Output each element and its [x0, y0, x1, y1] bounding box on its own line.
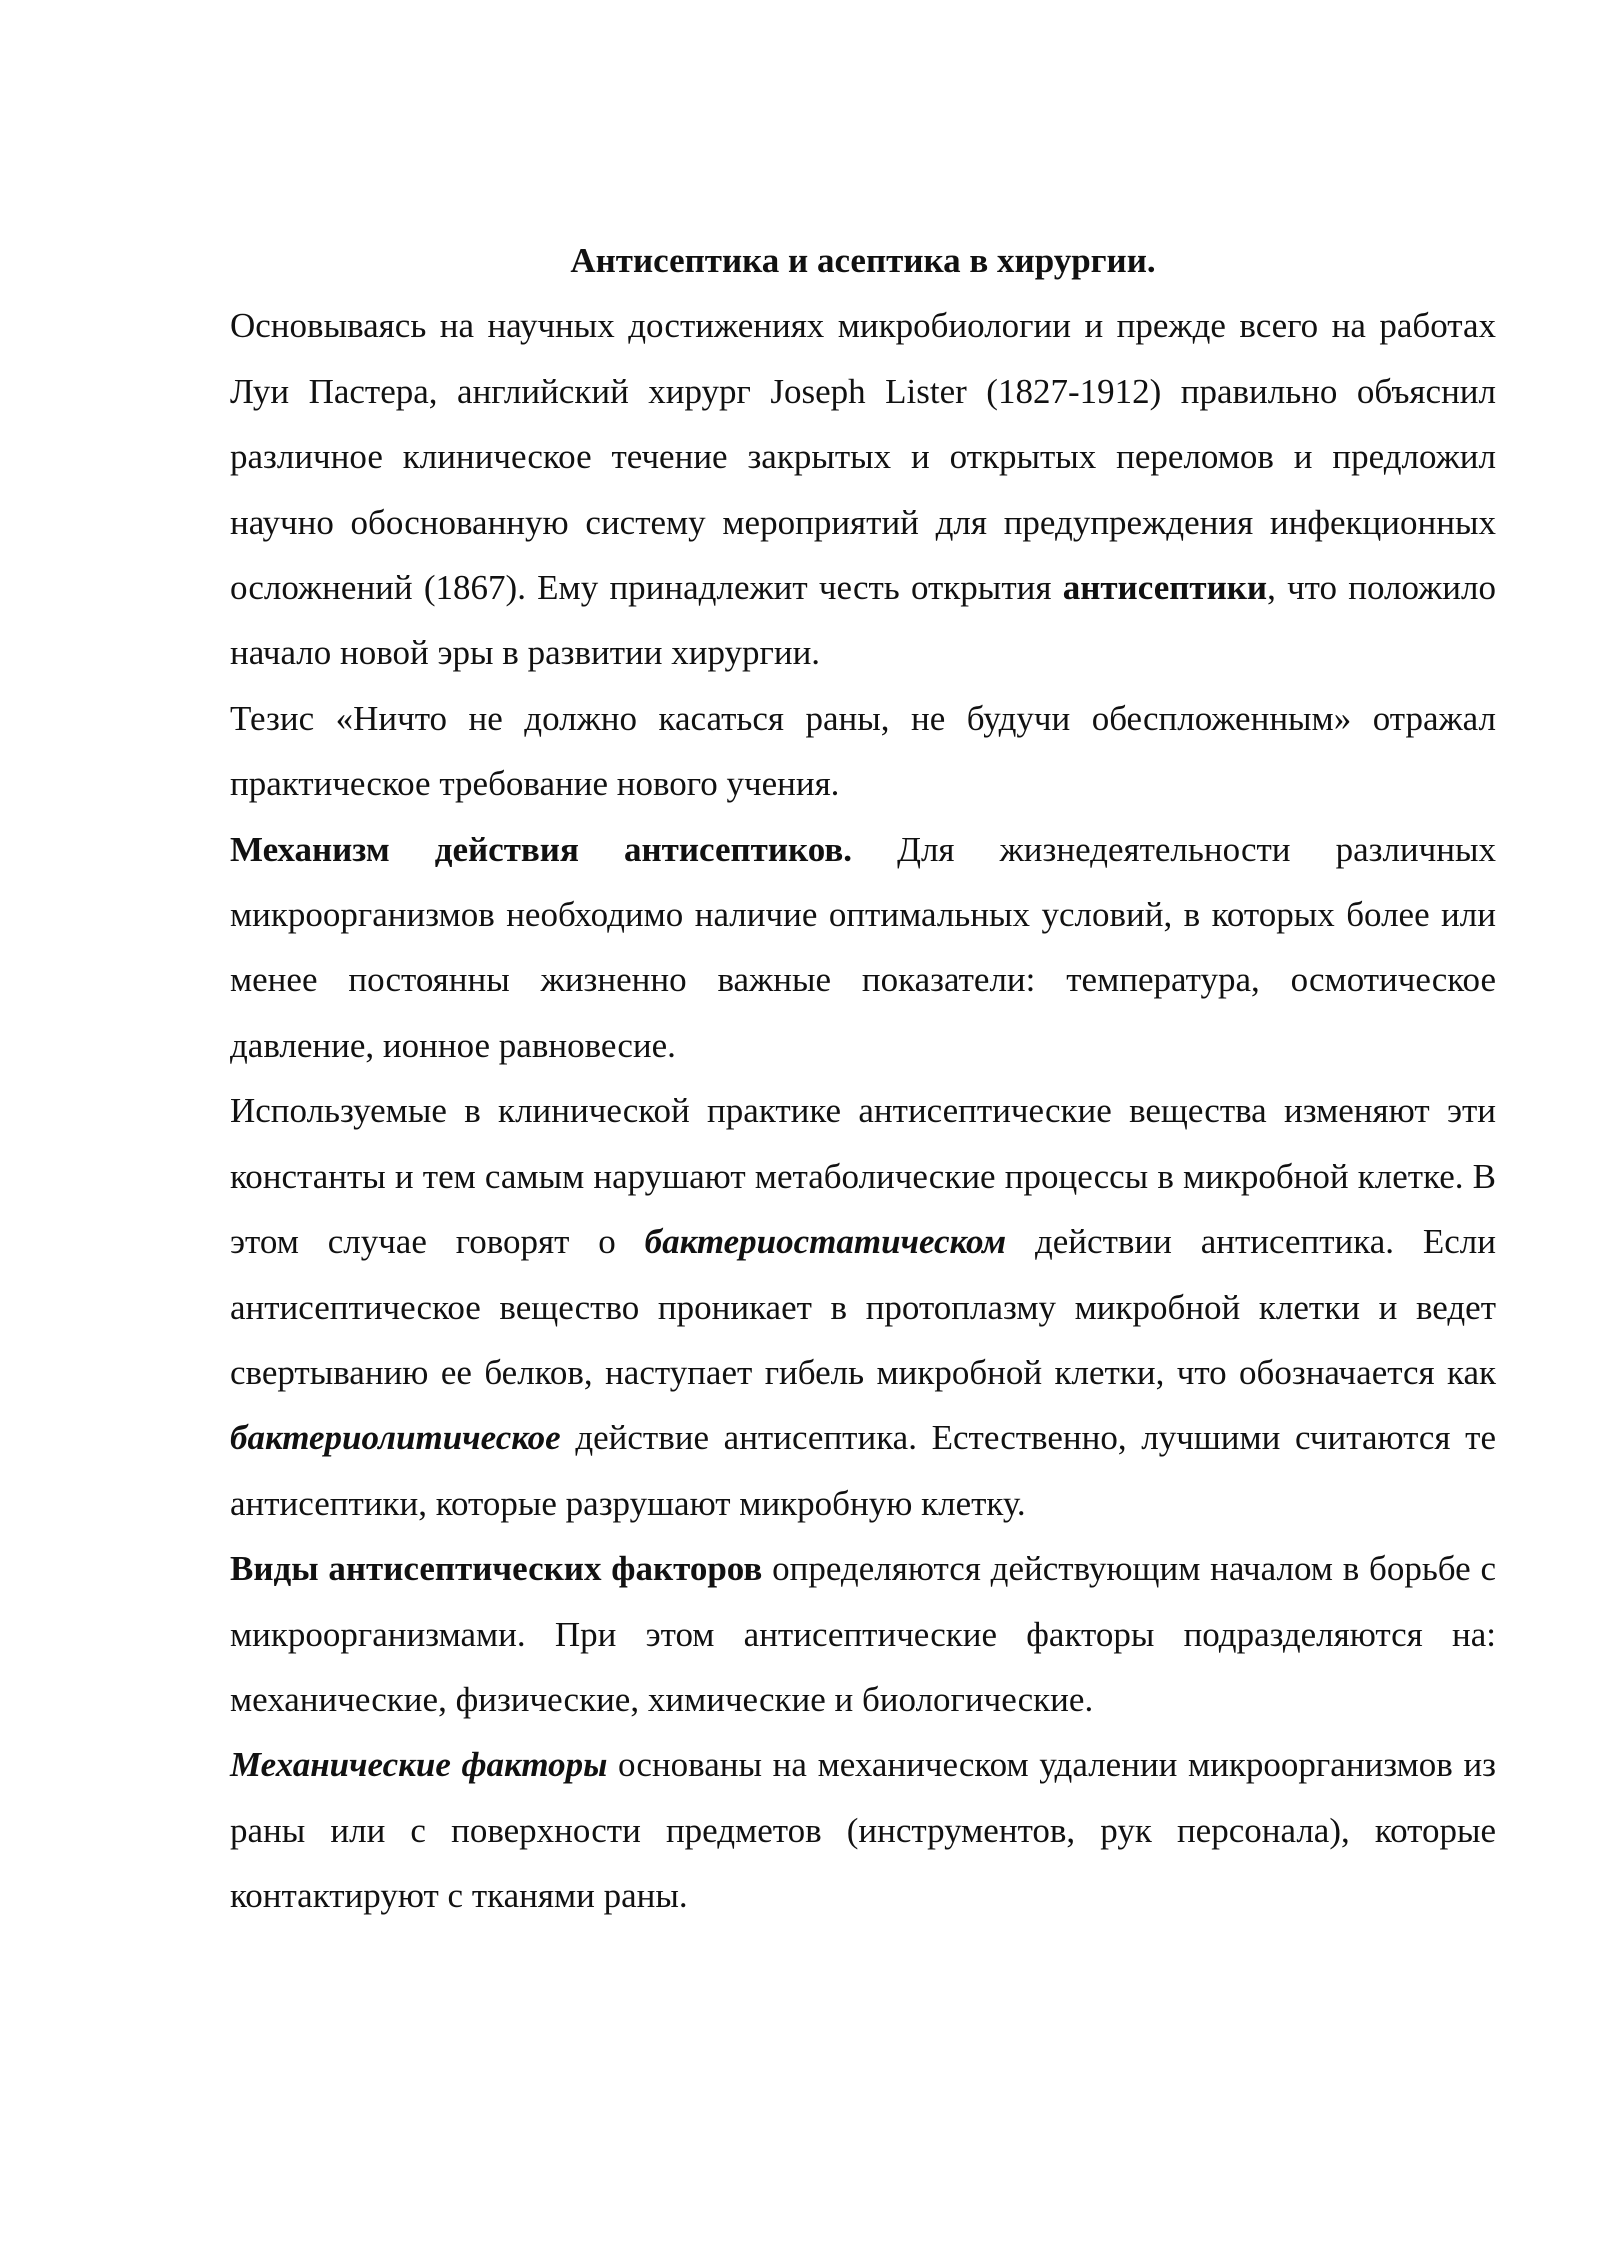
- paragraph-text: действии антисептика. Если антисептическое вещество проникает в протоплазму микробной клетки и ведет свертыванию ее белков, наступает гибель микробной клетки, что обозначается как: [230, 1222, 1496, 1392]
- paragraph-mechanical-factors: [230, 1732, 1496, 1928]
- paragraph-text: основаны на механическом удалении микроорганизмов из раны или с поверхности предметов (инструментов, рук персонала), которые контактируют с тканями раны.: [230, 1745, 1497, 1916]
- paragraph-text: определяются действующим началом в борьбе с микроорганизмами. При этом антисептические факторы подразделяются на: механические, физические, химические и биологические.: [230, 1549, 1496, 1719]
- paragraph-mechanism: [230, 817, 1496, 1079]
- paragraph-text: действие антисептика. Естественно, лучшими считаются те антисептики, которые разрушают микробную клетку.: [230, 1418, 1496, 1523]
- term-bacteriolytic: бактериолитическое: [230, 1418, 561, 1458]
- paragraph-factor-types: [230, 1536, 1496, 1732]
- paragraph-bacteriostatic: [230, 1078, 1496, 1536]
- paragraph-text: Для жизнедеятельности различных микроорганизмов необходимо наличие оптимальных условий, в которых более или менее постоянны жизненно важные показатели: температура, осмотическое давление, ионное равновесие.: [230, 829, 1496, 1065]
- heading-factor-types: Виды антисептических факторов: [230, 1549, 763, 1589]
- heading-mechanism: Механизм действия антисептиков.: [230, 829, 853, 869]
- paragraph-lister: [230, 293, 1496, 685]
- heading-mechanical-factors: Механические факторы: [230, 1745, 608, 1785]
- document-body: [230, 228, 1496, 1929]
- term-antiseptics: антисептики: [1062, 568, 1268, 608]
- paragraph-thesis: Тезис «Ничто не должно касаться раны, не будучи обеспложенным» отражал практическое требование нового учения.: [230, 698, 1496, 804]
- paragraph-text: Основываясь на научных достижениях микробиологии и прежде всего на работах Луи Пастера, английский хирург Joseph Lister (1827-1912) правильно объяснил различное клиническое течение закрытых и открытых переломов и предложил научно обоснованную систему мероприятий для предупреждения инфекционных осложнений (1867). Ему принадлежит честь открытия: [230, 306, 1496, 608]
- document-title: Антисептика и асептика в хирургии.: [570, 241, 1156, 280]
- term-bacteriostatic: бактериостатическом: [644, 1222, 1007, 1262]
- paragraph-text: Используемые в клинической практике антисептические вещества изменяют эти константы и тем самым нарушают метаболические процессы в микробной клетке. В этом случае говорят о: [230, 1091, 1496, 1262]
- paragraph-text: , что положило начало новой эры в развитии хирургии.: [230, 568, 1497, 673]
